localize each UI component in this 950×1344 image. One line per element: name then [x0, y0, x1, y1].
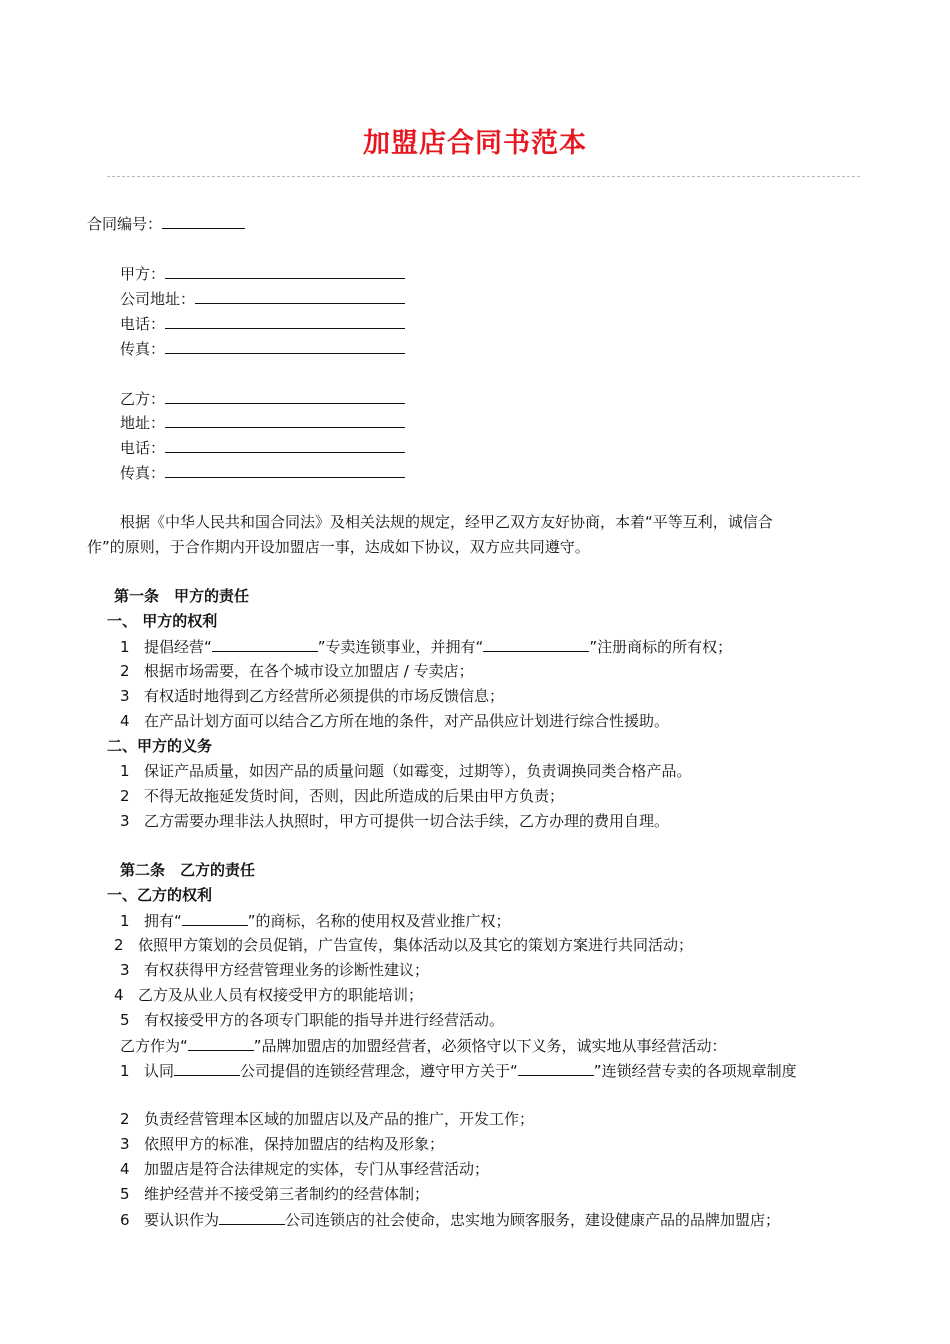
item-number: 5 [120, 1185, 130, 1203]
item-number: 3 [120, 687, 130, 705]
list-item: 2 根据市场需要，在各个城市设立加盟店 / 专卖店； [120, 662, 474, 680]
list-item: 4 在产品计划方面可以结合乙方所在地的条件，对产品供应计划进行综合性援助。 [120, 712, 670, 730]
list-item: 1 认同 公司提倡的连锁经营理念，遵守甲方关于“ ”连锁经营专卖的各项规章制度 [120, 1062, 797, 1080]
party-b-fax-label: 传真： [120, 464, 166, 482]
article-1-heading: 第一条 甲方的责任 [114, 587, 250, 605]
item-number: 4 [120, 712, 130, 730]
party-b-address-row [120, 412, 405, 433]
party-a-name-label: 甲方： [120, 265, 166, 283]
party-b-address-field[interactable] [165, 412, 405, 428]
contract-number-row [87, 213, 245, 234]
list-item: 3 依照甲方的标准，保持加盟店的结构及形象； [120, 1135, 445, 1153]
party-a-fax-field[interactable] [165, 338, 405, 354]
article-1-duties-heading: 二、甲方的义务 [107, 737, 213, 755]
party-a-fax-row [120, 338, 405, 359]
list-item: 3 有权获得甲方经营管理业务的诊断性建议； [120, 961, 430, 979]
contract-number-field[interactable] [162, 213, 245, 229]
list-item: 6 要认识作为 公司连锁店的社会使命，忠实地为顾客服务，建设健康产品的品牌加盟店； [120, 1211, 781, 1229]
party-b-fax-field[interactable] [165, 462, 405, 478]
party-a-fax-label: 传真： [120, 340, 166, 358]
preamble-line-1: 根据《中华人民共和国合同法》及相关法规的规定，经甲乙双方友好协商，本着“平等互利，诚信合 [120, 513, 773, 531]
article-2-heading: 第二条 乙方的责任 [120, 861, 256, 879]
article-2-rights-heading: 一、乙方的权利 [107, 886, 213, 904]
title-divider [107, 176, 860, 177]
list-item: 1 提倡经营“ ”专卖连锁事业，并拥有“ ”注册商标的所有权； [120, 638, 733, 656]
list-item: 1 保证产品质量，如因产品的质量问题（如霉变，过期等），负责调换同类合格产品。 [120, 762, 692, 780]
list-item: 2 依照甲方策划的会员促销，广告宣传，集体活动以及其它的策划方案进行共同活动； [114, 936, 694, 954]
party-b-phone-label: 电话： [120, 439, 166, 457]
article-2-duties-intro: 乙方作为“ ”品牌加盟店的加盟经营者，必须恪守以下义务，诚实地从事经营活动： [120, 1037, 727, 1055]
party-b-name-label: 乙方： [120, 390, 166, 408]
list-item: 3 乙方需要办理非法人执照时，甲方可提供一切合法手续，乙方办理的费用自理。 [120, 812, 670, 830]
party-b-address-label: 地址： [120, 414, 166, 432]
item-number: 6 [120, 1211, 130, 1229]
party-b-phone-row [120, 437, 405, 458]
article-1-rights-heading: 一、 甲方的权利 [107, 612, 218, 630]
list-item: 5 维护经营并不接受第三者制约的经营体制； [120, 1185, 430, 1203]
item-number: 2 [120, 662, 130, 680]
blank-field[interactable] [483, 636, 589, 652]
item-number: 4 [114, 986, 124, 1004]
item-number: 3 [120, 1135, 130, 1153]
item-number: 2 [120, 787, 130, 805]
item-number: 1 [120, 638, 130, 656]
item-number: 5 [120, 1011, 130, 1029]
party-a-address-label: 公司地址： [120, 290, 196, 308]
blank-field[interactable] [219, 1209, 285, 1225]
party-a-phone-label: 电话： [120, 315, 166, 333]
item-number: 1 [120, 762, 130, 780]
list-item: 4 加盟店是符合法律规定的实体，专门从事经营活动； [120, 1160, 490, 1178]
party-a-name-field[interactable] [165, 263, 405, 279]
list-item: 5 有权接受甲方的各项专门职能的指导并进行经营活动。 [120, 1011, 505, 1029]
list-item: 3 有权适时地得到乙方经营所必须提供的市场反馈信息； [120, 687, 505, 705]
blank-field[interactable] [212, 636, 318, 652]
list-item: 2 不得无故拖延发货时间，否则，因此所造成的后果由甲方负责； [120, 787, 565, 805]
party-b-name-field[interactable] [165, 388, 405, 404]
contract-number-label: 合同编号： [87, 215, 163, 233]
item-number: 3 [120, 961, 130, 979]
item-number: 4 [120, 1160, 130, 1178]
list-item: 4 乙方及从业人员有权接受甲方的职能培训； [114, 986, 424, 1004]
party-b-fax-row [120, 462, 405, 483]
preamble-line-2: 作”的原则，于合作期内开设加盟店一事，达成如下协议，双方应共同遵守。 [87, 538, 590, 556]
item-number: 1 [120, 1062, 130, 1080]
item-number: 1 [120, 912, 130, 930]
blank-field[interactable] [188, 1035, 254, 1051]
list-item: 2 负责经营管理本区域的加盟店以及产品的推广，开发工作； [120, 1110, 535, 1128]
party-a-name-row [120, 263, 405, 284]
party-a-phone-field[interactable] [165, 313, 405, 329]
document-title: 加盟店合同书范本 [363, 128, 587, 159]
blank-field[interactable] [174, 1060, 240, 1076]
party-b-name-row [120, 388, 405, 409]
list-item: 1 拥有“ ”的商标，名称的使用权及营业推广权； [120, 912, 511, 930]
party-a-address-row [120, 288, 405, 309]
item-number: 2 [114, 936, 124, 954]
party-b-phone-field[interactable] [165, 437, 405, 453]
blank-field[interactable] [182, 910, 248, 926]
item-number: 2 [120, 1110, 130, 1128]
blank-field[interactable] [518, 1060, 594, 1076]
party-a-phone-row [120, 313, 405, 334]
party-a-address-field[interactable] [195, 288, 405, 304]
item-number: 3 [120, 812, 130, 830]
